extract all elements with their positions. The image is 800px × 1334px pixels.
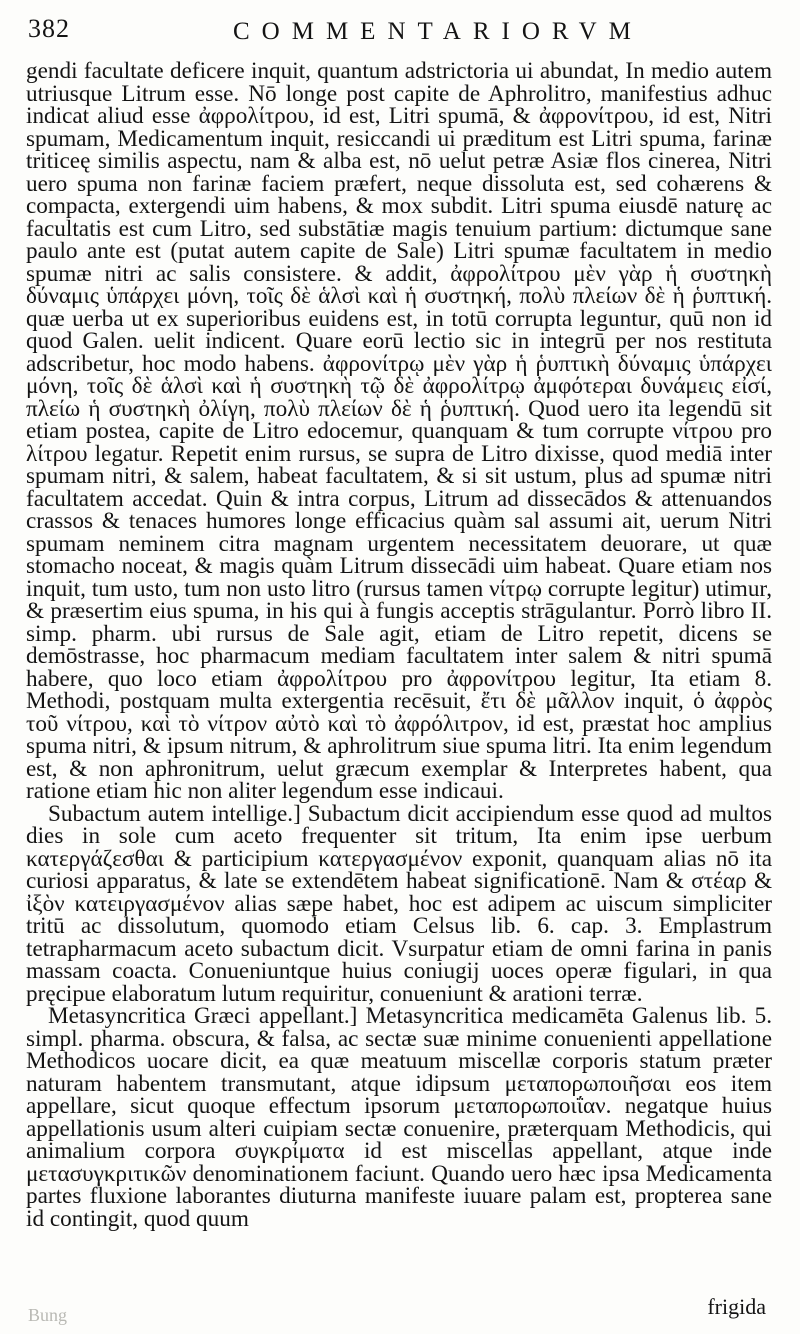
paragraph-aphrolitrum: gendi facultate deficere inquit, quantum adstrictoria ui abundat, In medio autem utriusque Litrum esse. Nō longe post capite de Aphrolitro, manifestius adhuc indicat aliud esse ἀφρολίτρου, id est, Litri spumā, & ἀφρονίτρου, id est, Nitri spumam, Medicamentum inquit, resiccandi ui præditum est Litri spuma, farinæ triticeę similis aspectu, nam & alba est, nō uelut petræ Asiæ flos cinerea, Nitri uero spuma non farinæ faciem præfert, neque dissoluta est, sed cohærens & compacta, extergendi uim habens, & mox subdit. Litri spuma eiusdē naturę ac facultatis est cum Litro, sed substātiæ magis tenuium partium: dictumque sane paulo ante est (putat autem capite de Sale) Litri spumæ facultatem in medio spumæ nitri ac salis consistere. & addit, ἀφρολίτρου μὲν γὰρ ἡ συστηκὴ δύναμις ὑπάρχει μόνη, τοῖς δὲ ἁλσὶ καὶ ἡ συστηκή, πολὺ πλείων δὲ ἡ ῥυπτική. quæ uerba ut ex superioribus euidens est, in totū corrupta leguntur, quū non id quod Galen. uelit indicent. Quare eorū lectio sic in integrū per nos restituta adscribetur, hoc modo habens. ἀφρονίτρῳ μὲν γὰρ ἡ ῥυπτικὴ δύναμις ὑπάρχει μόνη, τοῖς δὲ ἁλσὶ καὶ ἡ συστηκὴ τῷ δὲ ἀφρολίτρῳ ἀμφότεραι δυνάμεις εἰσί, πλείω ἡ συστηκὴ ὀλίγη, πολὺ πλείων δὲ ἡ ῥυπτική. Quod uero ita legendū sit etiam postea, capite de Litro edocemur, quanquam & tum corrupte νίτρου pro λίτρου legatur. Repetit enim rursus, se supra de Litro dixisse, quod mediā inter spumam nitri, & salem, habeat facultatem, & si sit ustum, plus ad spumæ nitri facultatem accedat. Quin & intra corpus, Litrum ad dissecādos & attenuandos crassos & tenaces humores longe efficacius quàm sal assumi ait, uerum Nitri spumam neminem citra magnam urgentem necessitatem deuorare, ut quæ stomacho noceat, & magis quàm Litrum dissecādi uim habeat. Quare etiam nos inquit, tum usto, tum non usto litro (rursus tamen νίτρῳ corrupte legitur) utimur, & præsertim eius spuma, in his qui à fungis acceptis strāgulantur. Porrò libro II. simp. pharm. ubi rursus de Sale agit, etiam de Litro repetit, dicens se demōstrasse, hoc pharmacum mediam facultatem inter salem & nitri spumā habere, quo loco etiam ἀφρολίτρου pro ἀφρονίτρου legitur, Ita etiam 8. Methodi, postquam multa extergentia recēsuit, ἔτι δὲ μᾶλλον inquit, ὁ ἀφρὸς τοῦ νίτρου, καὶ τὸ νίτρον αὐτὸ καὶ τὸ ἀφρόλιτρον, id est, præstat hoc amplius spuma nitri, & ipsum nitrum, & aphrolitrum siue spuma litri. Ita enim legendum est, & non aphronitrum, uelut græcum exemplar & Interpretes habent, qua ratione etiam hic non aliter legendum esse indicaui. [26,58,772,804]
catchword: frigida [707,1294,766,1319]
body-text [26,60,772,1230]
running-title: COMMENTARIORVM [233,18,643,45]
paragraph-metasyncritica: Metasyncritica Græci appellant.] Metasyncritica medicamēta Galenus lib. 5. simpl. pharma. obscura, & falsa, ac sectæ suæ minime conuenienti appellatione Methodicos uocare dicit, ea quæ meatuum miscellæ corporis statum præter naturam habentem transmutant, atque idipsum μεταπορωποιῆσαι eos item appellare, sicut quoque effectum ipsorum μεταπορωποιΐαν. negatque huius appellationis usum alteri cuipiam sectæ conuenire, præterquam Methodicis, qui animalium corpora συγκρίματα id est miscellas appellant, atque inde μετασυγκριτικῶν denominationem faciunt. Quando uero hæc ipsa Medicamenta partes fluxione laborantes diuturna manifeste iuuare palam est, propterea sane id contingit, quod quum [26,1003,772,1232]
running-head [28,12,770,48]
faded-margin-mark: Bung [28,1305,68,1325]
paragraph-subactum: Subactum autem intellige.] Subactum dicit accipiendum esse quod ad multos dies in sole cum aceto frequenter sit tritum, Ita enim ipse uerbum κατεργάζεσθαι & participium κατεργασμένον exponit, quanquam alias nō ita curiosi apparatus, & late se extendētem habeat significationē. Nam & στέαρ & ἰξὸν κατειργασμένον alias sæpe habet, hoc est adipem ac uiscum simpliciter tritū ac dissolutum, quomodo etiam Celsus lib. 6. cap. 3. Emplastrum tetrapharmacum aceto subactum dicit. Vsurpatur etiam de omni farina in panis massam coacta. Conueniuntque huius coniugij uoces operæ figulari, in qua pręcipue elaboratum lutum requiritur, conueniunt & arationi terræ. [26,800,772,1007]
page-number: 382 [28,14,70,43]
